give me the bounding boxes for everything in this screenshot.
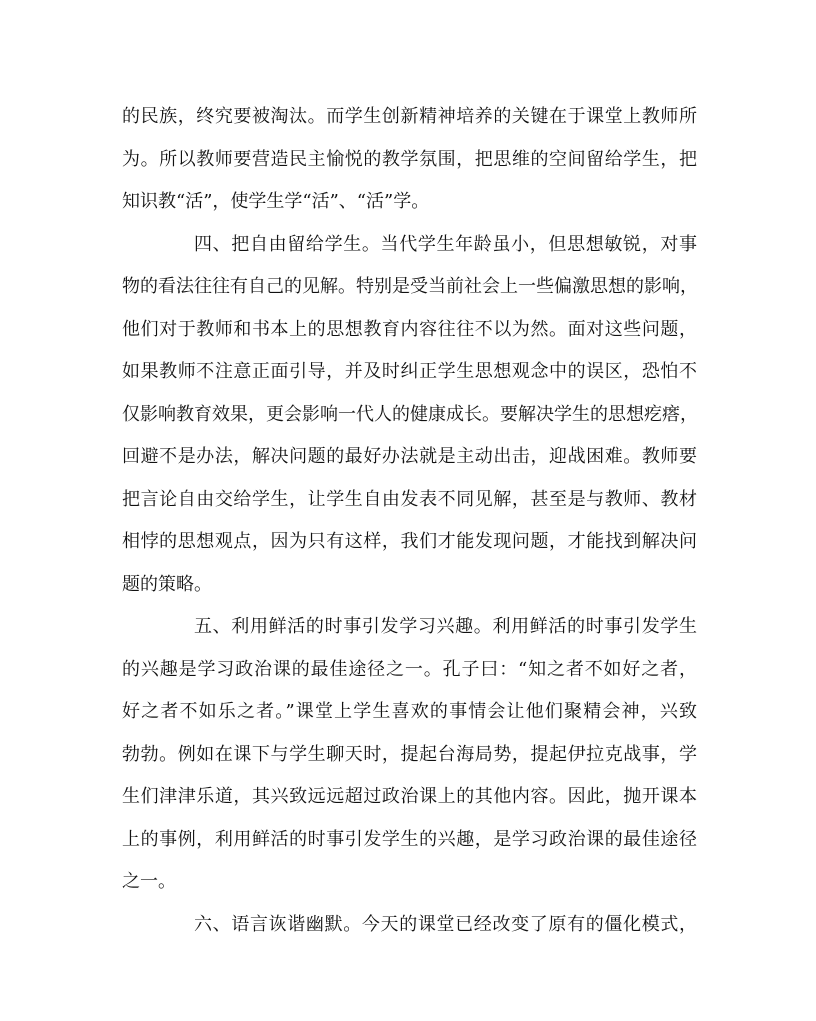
paragraph-line: 如果教师不注意正面引导，并及时纠正学生思想观念中的误区，恐怕不 (122, 361, 697, 382)
paragraph-line: 知识教“活”，使学生学“活”、“活”学。 (122, 191, 430, 212)
paragraph-line: 勃勃。例如在课下与学生聊天时，提起台海局势，提起伊拉克战事，学 (122, 744, 697, 765)
paragraph-line: 之一。 (122, 871, 176, 892)
paragraph-line: 五、利用鲜活的时事引发学习兴趣。利用鲜活的时事引发学生 (194, 616, 697, 637)
paragraph-line: 上的事例，利用鲜活的时事引发学生的兴趣，是学习政治课的最佳途径 (122, 829, 697, 850)
paragraph-line: 题的策略。 (122, 574, 212, 595)
paragraph-line: 六、语言诙谐幽默。今天的课堂已经改变了原有的僵化模式， (194, 914, 697, 935)
paragraph-line: 物的看法往往有自己的见解。特别是受当前社会上一些偏激思想的影响， (122, 276, 698, 297)
paragraph-line: 为。所以教师要营造民主愉悦的教学氛围，把思维的空间留给学生，把 (122, 149, 697, 170)
paragraph-line: 生们津津乐道，其兴致远远超过政治课上的其他内容。因此，抛开课本 (122, 786, 697, 807)
paragraph-line: 的民族，终究要被淘汰。而学生创新精神培养的关键在于课堂上教师所 (122, 106, 697, 127)
paragraph-line: 把言论自由交给学生，让学生自由发表不同见解，甚至是与教师、教材 (122, 489, 697, 510)
paragraph-line: 仅影响教育效果，更会影响一代人的健康成长。要解决学生的思想疙瘩， (122, 404, 698, 425)
paragraph-line: 他们对于教师和书本上的思想教育内容往往不以为然。面对这些问题， (122, 319, 697, 340)
paragraph-line: 相悖的思想观点，因为只有这样，我们才能发现问题，才能找到解决问 (122, 531, 697, 552)
paragraph-line: 回避不是办法，解决问题的最好办法就是主动出击，迎战困难。教师要 (122, 446, 697, 467)
paragraph-line: 的兴趣是学习政治课的最佳途径之一。孔子曰：“知之者不如好之者， (122, 659, 697, 680)
paragraph-line: 好之者不如乐之者。”课堂上学生喜欢的事情会让他们聚精会神，兴致 (122, 701, 697, 722)
paragraph-line: 四、把自由留给学生。当代学生年龄虽小，但思想敏锐，对事 (194, 234, 697, 255)
